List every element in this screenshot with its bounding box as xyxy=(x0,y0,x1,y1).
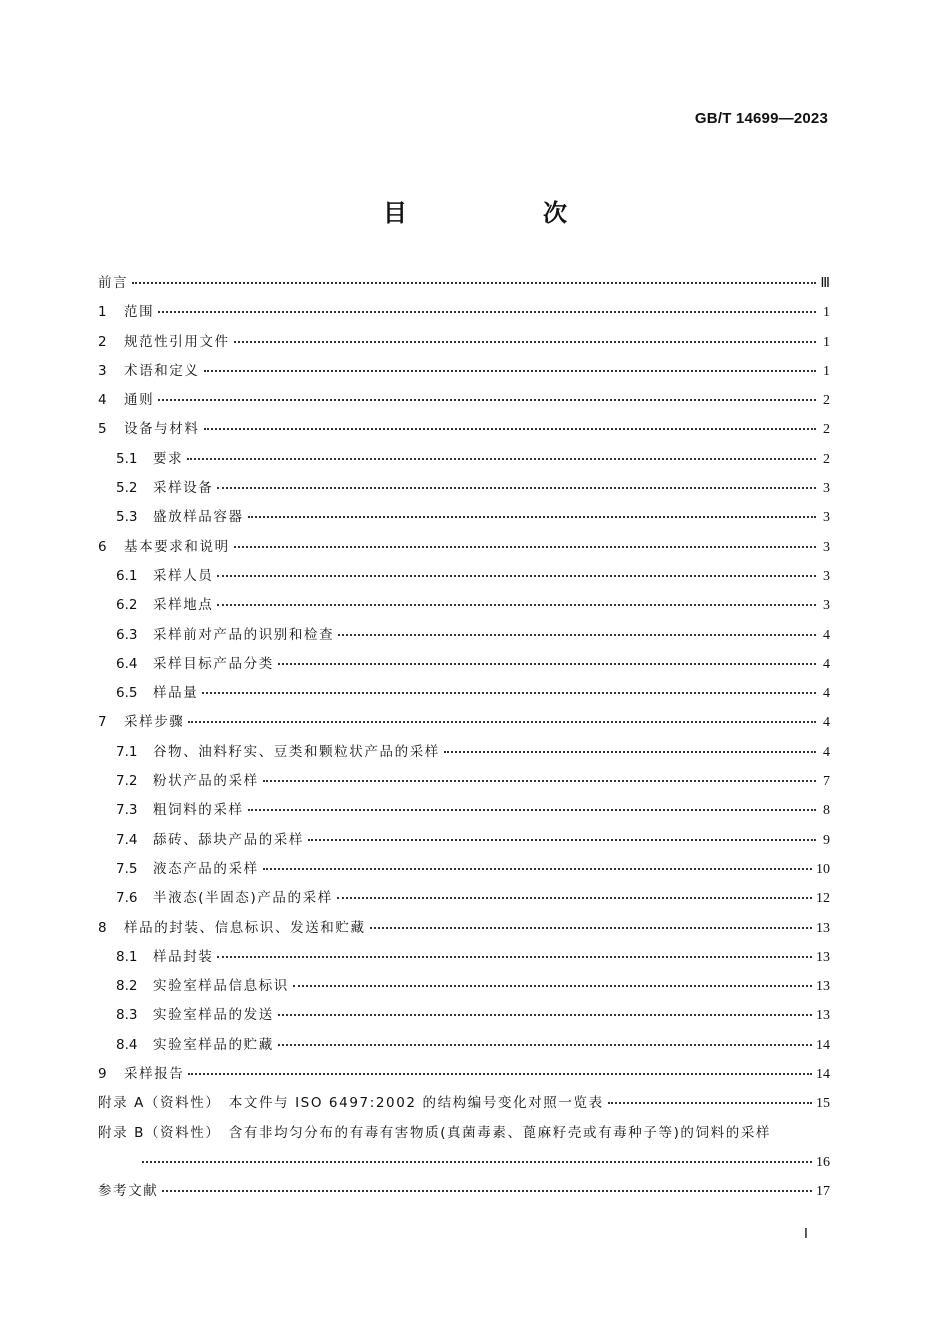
toc-entry-label: 范围 xyxy=(124,304,155,321)
toc-entry-page: 8 xyxy=(823,803,830,819)
toc-entry[interactable] xyxy=(98,621,830,650)
dot-leader xyxy=(293,985,812,987)
toc-entry[interactable] xyxy=(98,914,830,943)
toc-entry[interactable] xyxy=(98,1148,830,1177)
toc-entry-number: 2 xyxy=(98,333,107,350)
toc-entry[interactable] xyxy=(98,972,830,1001)
toc-entry-page: 13 xyxy=(816,979,830,995)
toc-entry-number: 8 xyxy=(98,919,107,936)
dot-leader xyxy=(158,311,816,313)
toc-entry-page: 4 xyxy=(823,715,830,731)
toc-entry[interactable] xyxy=(98,415,830,444)
toc-entry-label: 实验室样品的贮藏 xyxy=(153,1036,274,1053)
toc-entry[interactable] xyxy=(98,943,830,972)
toc-entry[interactable] xyxy=(98,1001,830,1030)
dot-leader xyxy=(248,809,816,811)
toc-entry[interactable] xyxy=(98,562,830,591)
dot-leader xyxy=(278,663,816,665)
toc-entry-page: 13 xyxy=(816,949,830,965)
toc-entry-page: 4 xyxy=(823,686,830,702)
toc-entry-label: 采样报告 xyxy=(124,1066,185,1083)
toc-entry[interactable] xyxy=(98,1060,830,1089)
toc-entry[interactable] xyxy=(98,679,830,708)
dot-leader xyxy=(278,1044,812,1046)
toc-entry-number: 6.4 xyxy=(116,655,138,672)
toc-entry-label: 粉状产品的采样 xyxy=(153,773,259,790)
toc-entry-number: 7.5 xyxy=(116,860,138,877)
toc-entry-page: 10 xyxy=(816,861,830,877)
toc-entry-label: 采样设备 xyxy=(153,480,214,497)
toc-entry-label: 液态产品的采样 xyxy=(153,860,259,877)
dot-leader xyxy=(234,546,816,548)
toc-entry[interactable] xyxy=(98,884,830,913)
dot-leader xyxy=(263,780,816,782)
toc-entry-label: 要求 xyxy=(153,450,184,467)
toc-entry-number: 8.4 xyxy=(116,1036,138,1053)
toc-entry-page: 9 xyxy=(823,832,830,848)
dot-leader xyxy=(248,516,816,518)
dot-leader xyxy=(204,428,817,430)
toc-entry-number: 7.4 xyxy=(116,831,138,848)
dot-leader xyxy=(217,575,816,577)
toc-entry-label: 附录 B（资料性） 含有非均匀分布的有毒有害物质(真菌毒素、蓖麻籽壳或有毒种子等)的饲料的采样 xyxy=(98,1124,772,1141)
toc-entry-page: 17 xyxy=(816,1184,830,1200)
toc-entry[interactable] xyxy=(98,269,830,298)
toc-entry[interactable] xyxy=(98,767,830,796)
toc-entry-number: 7.3 xyxy=(116,802,138,819)
toc-entry-page: 16 xyxy=(816,1154,830,1170)
toc-entry-label: 规范性引用文件 xyxy=(124,333,230,350)
table-of-contents xyxy=(98,269,830,1207)
toc-entry[interactable] xyxy=(98,445,830,474)
toc-entry-label: 样品量 xyxy=(153,685,199,702)
toc-entry-label: 粗饲料的采样 xyxy=(153,802,244,819)
toc-entry-page: 1 xyxy=(823,305,830,321)
toc-entry-number: 3 xyxy=(98,362,107,379)
dot-leader xyxy=(142,1161,812,1163)
toc-entry[interactable] xyxy=(98,1119,830,1148)
page-title: 目 次 xyxy=(383,199,623,227)
toc-entry-label: 通则 xyxy=(124,392,155,409)
toc-entry-label: 谷物、油料籽实、豆类和颗粒状产品的采样 xyxy=(153,743,440,760)
toc-entry-page: 13 xyxy=(816,1008,830,1024)
toc-entry-number: 8.2 xyxy=(116,978,138,995)
toc-entry-number: 9 xyxy=(98,1066,107,1083)
toc-entry-page: 2 xyxy=(823,422,830,438)
dot-leader xyxy=(217,956,812,958)
toc-entry[interactable] xyxy=(98,533,830,562)
dot-leader xyxy=(338,634,816,636)
toc-entry-page: 4 xyxy=(823,627,830,643)
toc-entry[interactable] xyxy=(98,591,830,620)
toc-entry[interactable] xyxy=(98,855,830,884)
toc-entry-number: 7.6 xyxy=(116,890,138,907)
dot-leader xyxy=(370,927,812,929)
toc-entry-number: 8.3 xyxy=(116,1007,138,1024)
toc-entry-page: 14 xyxy=(816,1037,830,1053)
toc-entry-number: 7.2 xyxy=(116,773,138,790)
toc-entry-page: 13 xyxy=(816,920,830,936)
toc-entry-label: 采样目标产品分类 xyxy=(153,655,274,672)
toc-entry[interactable] xyxy=(98,826,830,855)
toc-entry-number: 6.2 xyxy=(116,597,138,614)
toc-entry-page: 3 xyxy=(823,510,830,526)
toc-entry-page: 3 xyxy=(823,598,830,614)
toc-entry-label: 采样地点 xyxy=(153,597,214,614)
toc-entry[interactable] xyxy=(98,328,830,357)
dot-leader xyxy=(444,751,816,753)
toc-entry-page: 3 xyxy=(823,568,830,584)
toc-entry-number: 8.1 xyxy=(116,948,138,965)
toc-entry-label: 采样步骤 xyxy=(124,714,185,731)
toc-entry[interactable] xyxy=(98,474,830,503)
toc-entry-label: 术语和定义 xyxy=(124,362,200,379)
dot-leader xyxy=(204,370,817,372)
toc-entry-page: 1 xyxy=(823,334,830,350)
dot-leader xyxy=(278,1014,812,1016)
toc-entry-number: 7 xyxy=(98,714,107,731)
toc-entry-number: 4 xyxy=(98,392,107,409)
dot-leader xyxy=(217,604,816,606)
toc-entry-label: 采样前对产品的识别和检查 xyxy=(153,626,335,643)
dot-leader xyxy=(217,487,816,489)
toc-entry-number: 5.3 xyxy=(116,509,138,526)
toc-entry-label: 基本要求和说明 xyxy=(124,538,230,555)
toc-entry[interactable] xyxy=(98,708,830,737)
toc-entry-label: 采样人员 xyxy=(153,567,214,584)
toc-entry[interactable] xyxy=(98,298,830,327)
toc-entry-number: 6.3 xyxy=(116,626,138,643)
toc-entry-page: 2 xyxy=(823,451,830,467)
toc-entry-number: 5.1 xyxy=(116,450,138,467)
dot-leader xyxy=(234,341,816,343)
toc-entry-page: 4 xyxy=(823,656,830,672)
toc-entry-page: 4 xyxy=(823,744,830,760)
toc-entry[interactable] xyxy=(98,503,830,532)
dot-leader xyxy=(188,721,816,723)
dot-leader xyxy=(263,868,812,870)
toc-entry-label: 舔砖、舔块产品的采样 xyxy=(153,831,304,848)
standard-code: GB/T 14699—2023 xyxy=(694,110,828,127)
toc-entry[interactable] xyxy=(98,1031,830,1060)
toc-entry-page: 14 xyxy=(816,1067,830,1083)
toc-entry[interactable] xyxy=(98,738,830,767)
dot-leader xyxy=(202,692,816,694)
toc-entry-label: 半液态(半固态)产品的采样 xyxy=(153,890,333,907)
toc-entry[interactable] xyxy=(98,1177,830,1206)
toc-entry-label: 实验室样品信息标识 xyxy=(153,978,289,995)
page-number: Ⅰ xyxy=(803,1227,808,1242)
toc-entry-number: 6.1 xyxy=(116,567,138,584)
toc-entry-page: 3 xyxy=(823,481,830,497)
toc-entry-number: 1 xyxy=(98,304,107,321)
toc-entry[interactable] xyxy=(98,386,830,415)
toc-entry-label: 前言 xyxy=(98,275,129,291)
toc-entry-number: 6.5 xyxy=(116,685,138,702)
dot-leader xyxy=(132,282,816,284)
toc-entry-page: 7 xyxy=(823,774,830,790)
dot-leader xyxy=(187,458,816,460)
toc-entry-page: 1 xyxy=(823,363,830,379)
toc-entry-page: 15 xyxy=(816,1096,830,1112)
toc-entry-label: 盛放样品容器 xyxy=(153,509,244,526)
dot-leader xyxy=(158,399,816,401)
toc-entry-page: Ⅲ xyxy=(820,276,830,291)
toc-entry-page: 3 xyxy=(823,539,830,555)
toc-entry[interactable] xyxy=(98,650,830,679)
dot-leader xyxy=(608,1102,812,1104)
toc-entry-label: 实验室样品的发送 xyxy=(153,1007,274,1024)
dot-leader xyxy=(308,839,816,841)
toc-entry-number: 6 xyxy=(98,538,107,555)
toc-entry[interactable] xyxy=(98,1089,830,1118)
dot-leader xyxy=(162,1190,812,1192)
toc-entry-label: 参考文献 xyxy=(98,1183,159,1200)
toc-entry-number: 7.1 xyxy=(116,743,138,760)
dot-leader xyxy=(188,1073,812,1075)
toc-entry-label: 设备与材料 xyxy=(124,421,200,438)
toc-entry-page: 2 xyxy=(823,393,830,409)
toc-entry-label: 样品的封装、信息标识、发送和贮藏 xyxy=(124,919,366,936)
toc-entry[interactable] xyxy=(98,796,830,825)
toc-entry-page: 12 xyxy=(816,891,830,907)
toc-entry-label: 样品封装 xyxy=(153,948,214,965)
dot-leader xyxy=(337,897,812,899)
toc-entry-label: 附录 A（资料性） 本文件与 ISO 6497:2002 的结构编号变化对照一览表 xyxy=(98,1095,604,1112)
toc-entry-number: 5.2 xyxy=(116,480,138,497)
toc-entry-number: 5 xyxy=(98,421,107,438)
toc-entry[interactable] xyxy=(98,357,830,386)
